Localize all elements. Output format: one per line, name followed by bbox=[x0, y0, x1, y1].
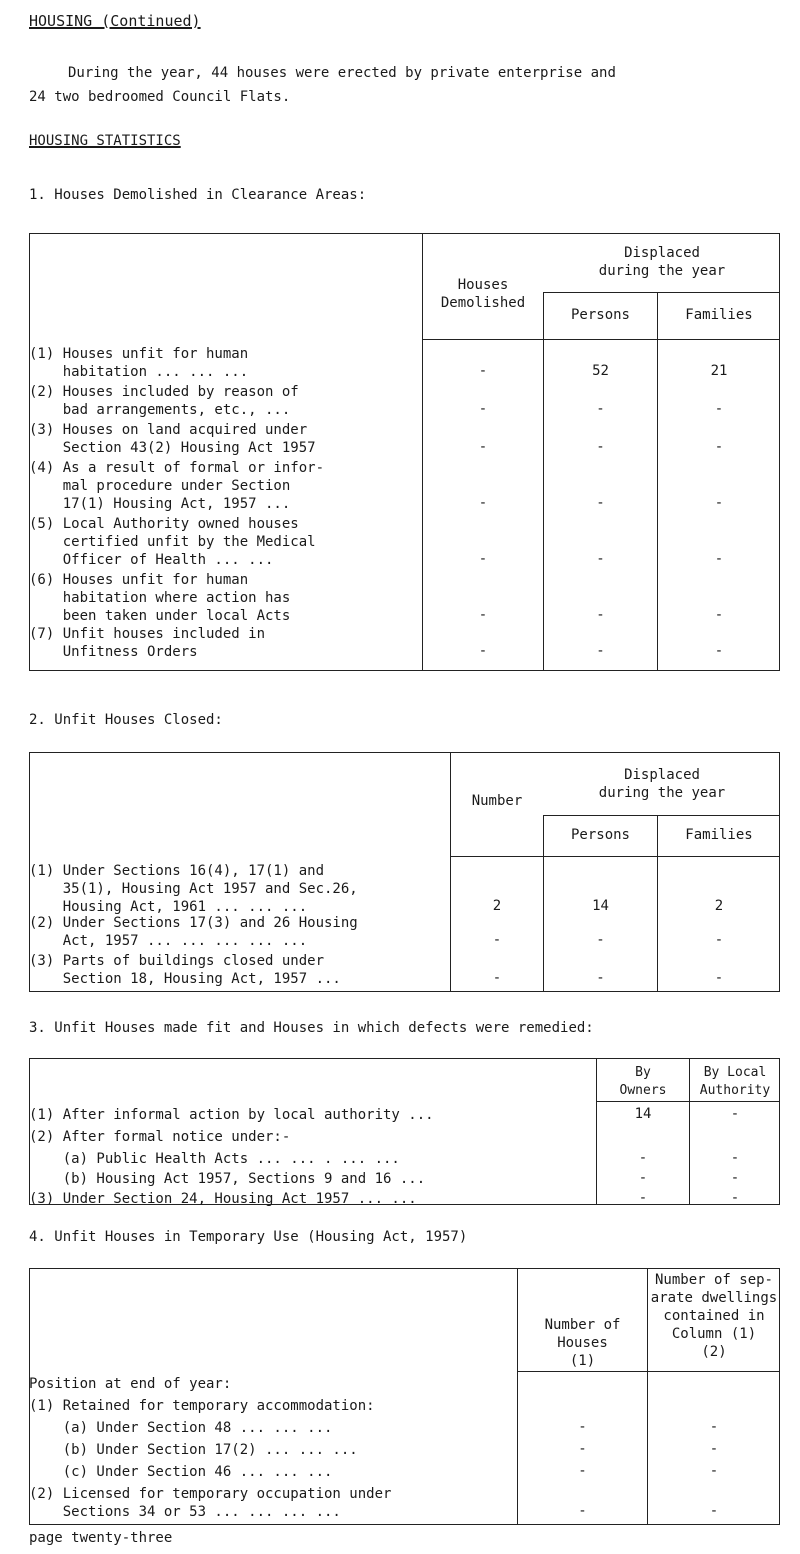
s1-row-families: - bbox=[714, 401, 724, 417]
stats-heading: HOUSING STATISTICS bbox=[29, 133, 181, 149]
s3-row-label: (a) Public Health Acts ... ... . ... ... bbox=[29, 1151, 400, 1167]
s1-row-label: (6) Houses unfit for human habitation where action has been taken under local Acts bbox=[29, 572, 291, 624]
s1-row-persons: 52 bbox=[592, 363, 609, 379]
s3-row-authority: - bbox=[730, 1106, 740, 1122]
s4-row-label: (b) Under Section 17(2) ... ... ... bbox=[29, 1442, 358, 1458]
s3-row-authority: - bbox=[730, 1190, 740, 1206]
s1-col-families: Families bbox=[685, 307, 753, 323]
s1-row-houses: - bbox=[478, 401, 488, 417]
s1-row-houses: - bbox=[478, 643, 488, 659]
s1-row-persons: - bbox=[596, 607, 605, 623]
s2-row-persons: 14 bbox=[592, 898, 609, 914]
section4-title: 4. Unfit Houses in Temporary Use (Housing Act, 1957) bbox=[29, 1229, 468, 1245]
intro-line-2: 24 two bedroomed Council Flats. bbox=[29, 89, 291, 105]
s1-row-houses: - bbox=[478, 495, 488, 511]
s1-row-label: (2) Houses included by reason of bad arrangements, etc., ... bbox=[29, 384, 299, 418]
s1-row-persons: - bbox=[596, 551, 605, 567]
s2-row-persons: - bbox=[596, 932, 605, 948]
s1-row-families: 21 bbox=[710, 363, 728, 379]
s1-row-label: (4) As a result of formal or infor- mal procedure under Section 17(1) Housing Act, 1957 ... bbox=[29, 460, 325, 512]
s4-row-dwellings: - bbox=[709, 1463, 719, 1479]
s4-row-houses: - bbox=[578, 1503, 587, 1519]
section3-title: 3. Unfit Houses made fit and Houses in which defects were remedied: bbox=[29, 1020, 594, 1036]
s4-row-label: (c) Under Section 46 ... ... ... bbox=[29, 1464, 333, 1480]
section2-title: 2. Unfit Houses Closed: bbox=[29, 712, 223, 728]
s1-col-displaced: Displaced during the year bbox=[598, 245, 726, 279]
s4-row-dwellings: - bbox=[709, 1419, 719, 1435]
s3-row-label: (2) After formal notice under:- bbox=[29, 1129, 291, 1145]
s3-col-owners: By Owners bbox=[619, 1065, 667, 1098]
s4-col-houses: Number of Houses (1) bbox=[544, 1317, 621, 1369]
s2-row-label: (2) Under Sections 17(3) and 26 Housing Act, 1957 ... ... ... ... ... bbox=[29, 915, 358, 949]
s2-row-label: (3) Parts of buildings closed under Section 18, Housing Act, 1957 ... bbox=[29, 953, 341, 987]
s2-row-number: - bbox=[492, 932, 502, 948]
s1-row-families: - bbox=[714, 495, 724, 511]
s3-row-label: (1) After informal action by local authority ... bbox=[29, 1107, 434, 1123]
s4-row-dwellings: - bbox=[709, 1503, 719, 1519]
s1-row-persons: - bbox=[596, 643, 605, 659]
s1-row-houses: - bbox=[478, 551, 488, 567]
s4-row-label: Position at end of year: bbox=[29, 1376, 232, 1392]
s1-row-label: (7) Unfit houses included in Unfitness Orders bbox=[29, 626, 266, 660]
s1-row-families: - bbox=[714, 643, 724, 659]
s4-col-dwellings: Number of sep- arate dwellings contained in Column (1) (2) bbox=[650, 1272, 778, 1360]
intro-line-1: During the year, 44 houses were erected by private enterprise and bbox=[68, 65, 616, 81]
s1-row-label: (1) Houses unfit for human habitation ... ... ... bbox=[29, 346, 249, 380]
s3-row-owners: - bbox=[638, 1190, 648, 1206]
s2-col-families: Families bbox=[685, 827, 753, 843]
s4-row-label: (a) Under Section 48 ... ... ... bbox=[29, 1420, 333, 1436]
s4-row-houses: - bbox=[578, 1463, 587, 1479]
s1-row-families: - bbox=[714, 439, 724, 455]
s1-row-persons: - bbox=[596, 401, 605, 417]
s3-row-owners: - bbox=[638, 1150, 648, 1166]
s2-row-persons: - bbox=[596, 970, 605, 986]
s2-row-families: - bbox=[714, 970, 724, 986]
s4-row-dwellings: - bbox=[709, 1441, 719, 1457]
s2-col-number: Number bbox=[471, 793, 523, 809]
s1-row-houses: - bbox=[478, 363, 488, 379]
s2-row-label: (1) Under Sections 16(4), 17(1) and 35(1), Housing Act 1957 and Sec.26, Housing Act, 1961 ... ... ... bbox=[29, 863, 358, 915]
s1-col-persons: Persons bbox=[570, 307, 630, 323]
s2-row-number: 2 bbox=[492, 898, 502, 914]
s3-row-authority: - bbox=[730, 1150, 740, 1166]
section1-title: 1. Houses Demolished in Clearance Areas: bbox=[29, 187, 367, 203]
s3-row-owners: 14 bbox=[634, 1106, 652, 1122]
s1-row-houses: - bbox=[478, 607, 488, 623]
s1-row-persons: - bbox=[596, 495, 605, 511]
s1-row-label: (3) Houses on land acquired under Section 43(2) Housing Act 1957 bbox=[29, 422, 316, 456]
s1-row-label: (5) Local Authority owned houses certified unfit by the Medical Officer of Health ... ... bbox=[29, 516, 316, 568]
page-footer: page twenty-three bbox=[29, 1530, 173, 1546]
s2-row-families: - bbox=[714, 932, 724, 948]
s4-row-houses: - bbox=[578, 1441, 587, 1457]
s3-col-authority: By Local Authority bbox=[699, 1065, 771, 1098]
s4-row-label: (1) Retained for temporary accommodation: bbox=[29, 1398, 375, 1414]
s1-row-families: - bbox=[714, 607, 724, 623]
s3-row-label: (b) Housing Act 1957, Sections 9 and 16 ... bbox=[29, 1171, 426, 1187]
s2-col-displaced: Displaced during the year bbox=[598, 767, 726, 801]
s1-col-houses: Houses Demolished bbox=[440, 277, 526, 311]
page-title: HOUSING (Continued) bbox=[29, 12, 201, 30]
s3-row-owners: - bbox=[638, 1170, 648, 1186]
s4-row-label: (2) Licensed for temporary occupation under Sections 34 or 53 ... ... ... ... bbox=[29, 1486, 392, 1520]
s3-row-authority: - bbox=[730, 1170, 740, 1186]
s1-row-houses: - bbox=[478, 439, 488, 455]
s2-row-number: - bbox=[492, 970, 502, 986]
s3-row-label: (3) Under Section 24, Housing Act 1957 ... ... bbox=[29, 1191, 417, 1207]
s2-row-families: 2 bbox=[714, 898, 724, 914]
s2-col-persons: Persons bbox=[570, 827, 630, 843]
s1-row-persons: - bbox=[596, 439, 605, 455]
s1-row-families: - bbox=[714, 551, 724, 567]
s4-row-houses: - bbox=[578, 1419, 587, 1435]
